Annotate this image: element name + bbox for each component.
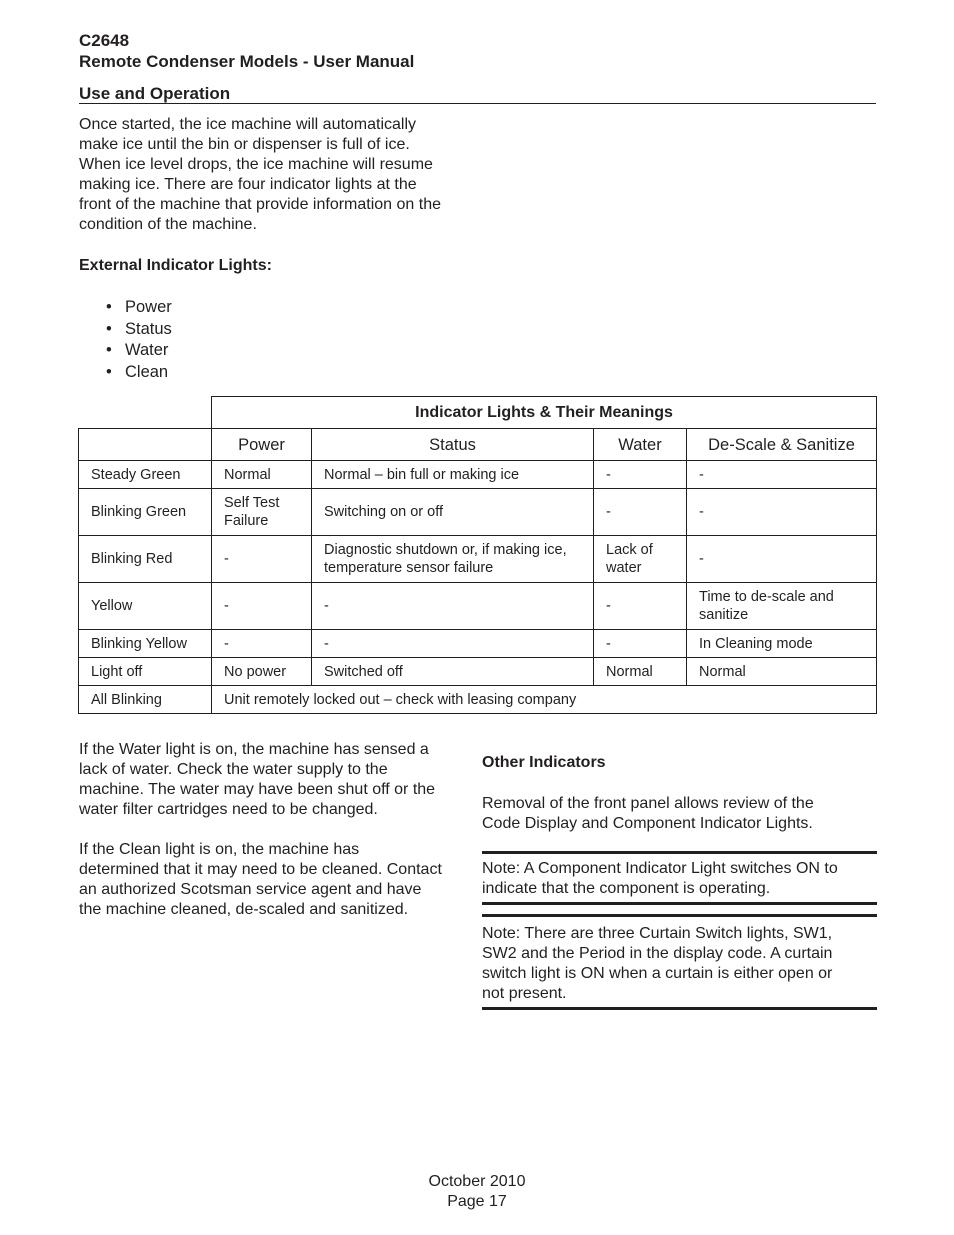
other-indicators-heading: Other Indicators <box>482 754 606 771</box>
paragraph-line: If the Water light is on, the machine has sensed a <box>79 741 429 758</box>
table-title: Indicator Lights & Their Meanings <box>212 397 877 429</box>
paragraph-line: water filter cartridges need to be changed. <box>79 801 378 818</box>
intro-line: When ice level drops, the ice machine will resume <box>79 156 433 173</box>
table-cell: - <box>212 583 312 630</box>
table-header-blank <box>79 429 212 461</box>
table-cell: Time to de-scale and sanitize <box>687 583 877 630</box>
list-item: • Clean <box>79 362 172 384</box>
paragraph-line: an authorized Scotsman service agent and have <box>79 881 422 898</box>
paragraph-line: the machine cleaned, de-scaled and sanitized. <box>79 901 409 918</box>
table-cell-merged: Unit remotely locked out – check with leasing company <box>212 686 877 714</box>
external-lights-list <box>79 297 172 383</box>
table-cell: Normal – bin full or making ice <box>312 461 594 489</box>
table-cell: Switching on or off <box>312 489 594 536</box>
intro-line: Once started, the ice machine will automatically <box>79 116 417 133</box>
table-cell: Switched off <box>312 658 594 686</box>
table-cell: - <box>312 583 594 630</box>
table-row <box>79 658 877 686</box>
intro-line: make ice until the bin or dispenser is full of ice. <box>79 136 410 153</box>
list-item: • Power <box>79 297 172 319</box>
column-header-water: Water <box>594 429 687 461</box>
document-model: C2648 <box>79 31 130 50</box>
intro-paragraph <box>79 115 499 235</box>
table-cell: - <box>687 536 877 583</box>
column-header-power: Power <box>212 429 312 461</box>
note-line: not present. <box>482 985 567 1002</box>
table-cell: - <box>212 536 312 583</box>
page-number: Page 17 <box>447 1193 507 1210</box>
row-label: All Blinking <box>79 686 212 714</box>
note-line: Note: A Component Indicator Light switches ON to <box>482 860 838 877</box>
section-rule <box>79 103 876 104</box>
paragraph-line: Code Display and Component Indicator Lights. <box>482 815 813 832</box>
indicator-lights-table <box>78 396 877 714</box>
table-header-row <box>79 429 877 461</box>
intro-line: making ice. There are four indicator lights at the <box>79 176 417 193</box>
list-item: • Water <box>79 340 172 362</box>
table-row <box>79 489 877 536</box>
table-cell: Normal <box>594 658 687 686</box>
table-row <box>79 536 877 583</box>
document-title: Remote Condenser Models - User Manual <box>79 52 415 71</box>
intro-line: condition of the machine. <box>79 216 257 233</box>
paragraph-line: determined that it may need to be cleaned. Contact <box>79 861 442 878</box>
note-rule <box>482 851 877 854</box>
paragraph-line: lack of water. Check the water supply to the <box>79 761 388 778</box>
paragraph-line: Removal of the front panel allows review of the <box>482 795 814 812</box>
table-cell: Diagnostic shutdown or, if making ice, temperature sensor failure <box>312 536 594 583</box>
column-header-descale: De-Scale & Sanitize <box>687 429 877 461</box>
table-row <box>79 461 877 489</box>
note-line: Note: There are three Curtain Switch lights, SW1, <box>482 925 833 942</box>
table-row <box>79 630 877 658</box>
table-cell: In Cleaning mode <box>687 630 877 658</box>
table-cell: Lack of water <box>594 536 687 583</box>
row-label: Blinking Green <box>79 489 212 536</box>
intro-line: front of the machine that provide information on the <box>79 196 441 213</box>
note-line: indicate that the component is operating. <box>482 880 771 897</box>
external-lights-heading: External Indicator Lights: <box>79 257 272 274</box>
table-cell: - <box>312 630 594 658</box>
paragraph-line: If the Clean light is on, the machine has <box>79 841 360 858</box>
section-title: Use and Operation <box>79 84 231 103</box>
note-rule <box>482 902 877 905</box>
table-cell: - <box>594 461 687 489</box>
table-cell: - <box>687 489 877 536</box>
table-cell: - <box>212 630 312 658</box>
column-header-status: Status <box>312 429 594 461</box>
table-title-row <box>79 397 877 429</box>
table-cell: Self Test Failure <box>212 489 312 536</box>
row-label: Blinking Red <box>79 536 212 583</box>
table-cell: - <box>687 461 877 489</box>
note-rule <box>482 1007 877 1010</box>
water-light-paragraph <box>79 740 479 820</box>
footer-date: October 2010 <box>428 1173 526 1190</box>
table-row <box>79 686 877 714</box>
note-component-indicator <box>482 859 876 899</box>
table-cell: No power <box>212 658 312 686</box>
row-label: Blinking Yellow <box>79 630 212 658</box>
table-cell: - <box>594 489 687 536</box>
note-curtain-switch <box>482 924 876 1004</box>
note-rule <box>482 914 877 917</box>
table-cell: Normal <box>212 461 312 489</box>
row-label: Steady Green <box>79 461 212 489</box>
table-cell: - <box>594 583 687 630</box>
table-cell: - <box>594 630 687 658</box>
table-cell: Normal <box>687 658 877 686</box>
clean-light-paragraph <box>79 840 479 920</box>
table-row <box>79 583 877 630</box>
list-item: • Status <box>79 319 172 341</box>
paragraph-line: machine. The water may have been shut off or the <box>79 781 436 798</box>
note-line: switch light is ON when a curtain is either open or <box>482 965 833 982</box>
row-label: Yellow <box>79 583 212 630</box>
removal-paragraph <box>482 794 876 834</box>
note-line: SW2 and the Period in the display code. A curtain <box>482 945 833 962</box>
table-corner-blank <box>79 397 212 429</box>
row-label: Light off <box>79 658 212 686</box>
